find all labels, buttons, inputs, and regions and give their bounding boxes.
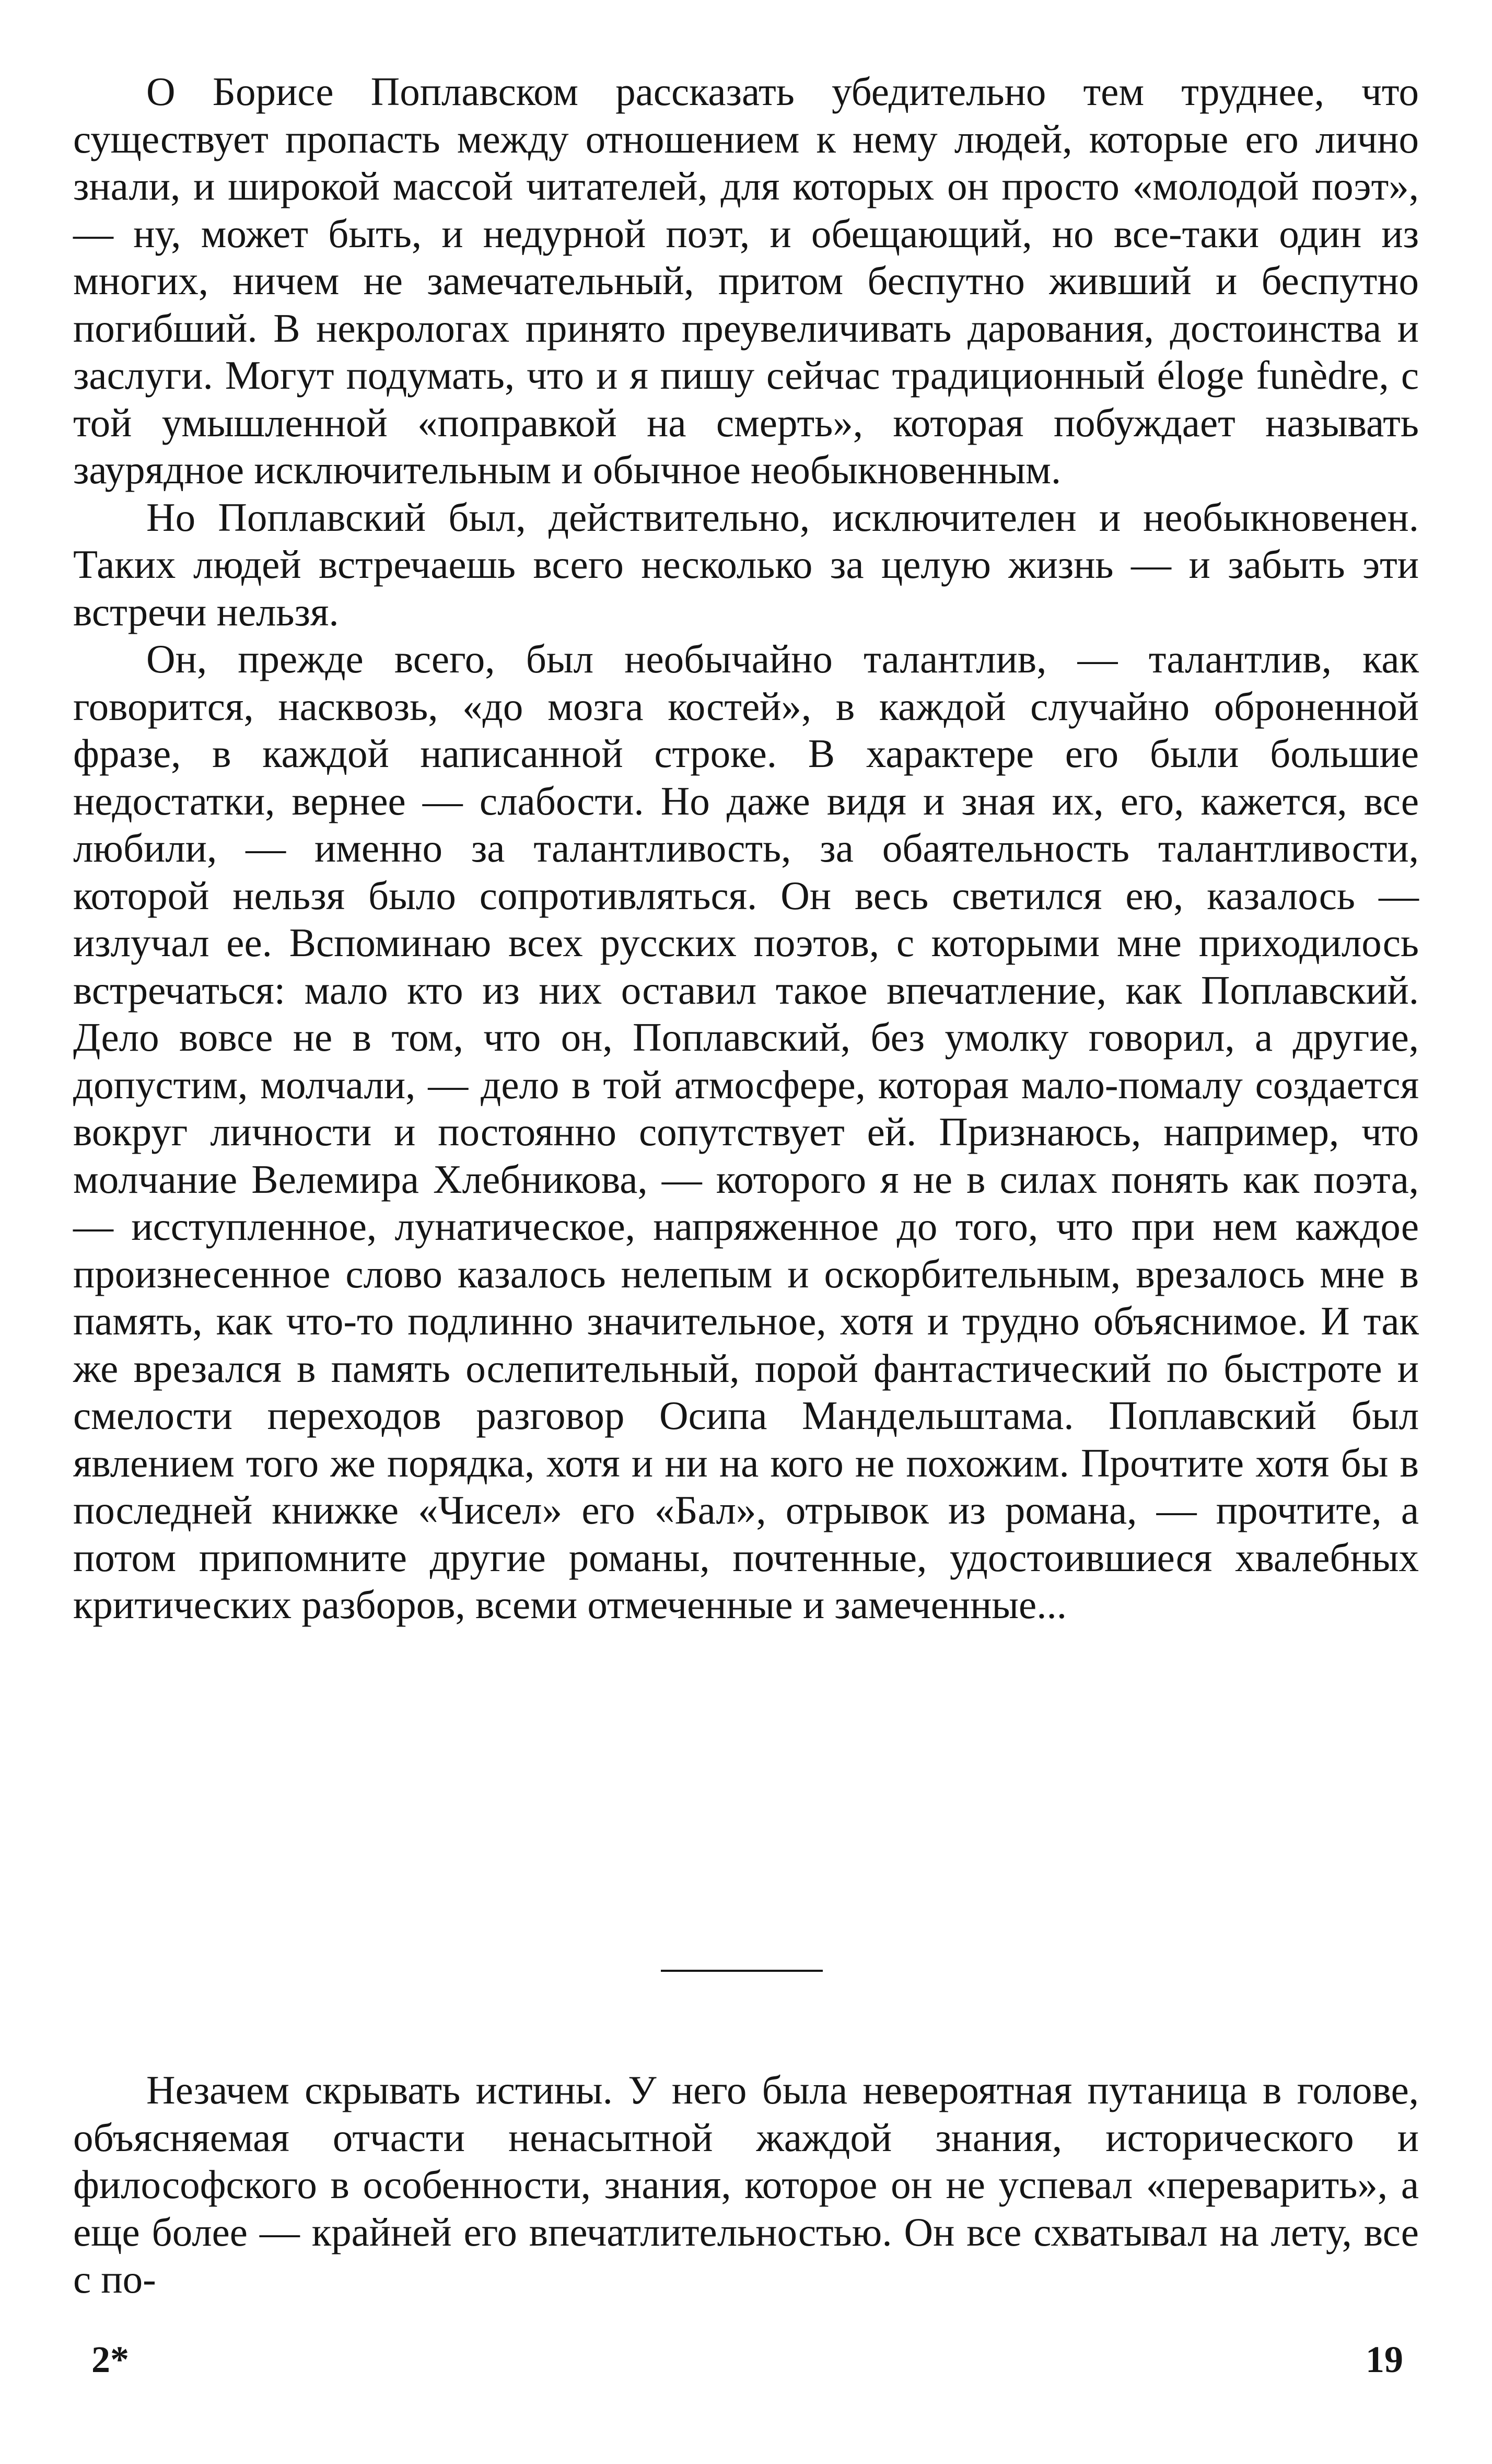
paragraph-1: О Борисе Поплавском рассказать убедительно тем труднее, что существует пропасть между отношением к нему людей, которые его лично знали, и широкой массой читателей, для которых он просто «молодой поэт», — ну, может быть, и недурной поэт, и обещающий, но все-таки один из многих, ничем не замечательный, притом беспутно живший и беспутно погибший. В некрологах принято преувеличивать дарования, достоинства и заслуги. Могут подумать, что и я пишу сейчас традиционный éloge funèdre, с той умышленной «поправкой на смерть», которая побуждает называть заурядное исключительным и обычное необыкновенным.: [73, 69, 1419, 492]
paragraph-4: Незачем скрывать истины. У него была невероятная путаница в голове, объясняемая отчасти ненасытной жаждой знания, исторического и философского в особенности, знания, которое он не успевал «переварить», а еще более — крайней его впечатлительностью. Он все схватывал на лету, все с по-: [73, 2067, 1419, 2302]
paragraph-2: Но Поплавский был, действительно, исключителен и необыкновенен. Таких людей встречаешь всего несколько за целую жизнь — и забыть эти встречи нельзя.: [73, 494, 1419, 634]
printer-signature: 2*: [91, 2339, 129, 2380]
section-separator: [661, 1970, 823, 1972]
paragraph-3: Он, прежде всего, был необычайно талантлив, — талантлив, как говорится, насквозь, «до мозга костей», в каждой случайно оброненной фразе, в каждой написанной строке. В характере его были большие недостатки, вернее — слабости. Но даже видя и зная их, его, кажется, все любили, — именно за талантливость, за обаятельность талантливости, которой нельзя было сопротивляться. Он весь светился ею, казалось — излучал ее. Вспоминаю всех русских поэтов, с которыми мне приходилось встречаться: мало кто из них оставил такое впечатление, как Поплавский. Дело вовсе не в том, что он, Поплавский, без умолку говорил, а другие, допустим, молчали, — дело в той атмосфере, которая мало-помалу создается вокруг личности и постоянно сопутствует ей. Признаюсь, например, что молчание Велемира Хлебникова, — которого я не в силах понять как поэта, — исступленное, лунатическое, напряженное до того, что при нем каждое произнесенное слово казалось нелепым и оскорбительным, врезалось мне в память, как что-то подлинно значительное, хотя и трудно объяснимое. И так же врезался в память ослепительный, порой фантастический по быстроте и смелости переходов разговор Осипа Мандельштама. Поплавский был явлением того же порядка, хотя и ни на кого не похожим. Прочтите хотя бы в последней книжке «Чисел» его «Бал», отрывок из романа, — прочтите, а потом припомните другие романы, почтенные, удостоившиеся хвалебных критических разборов, всеми отмеченные и замеченные...: [73, 636, 1419, 1627]
page-number: 19: [1366, 2339, 1403, 2380]
text-section-next: [73, 2066, 1419, 2303]
text-section-main: [73, 68, 1419, 1629]
